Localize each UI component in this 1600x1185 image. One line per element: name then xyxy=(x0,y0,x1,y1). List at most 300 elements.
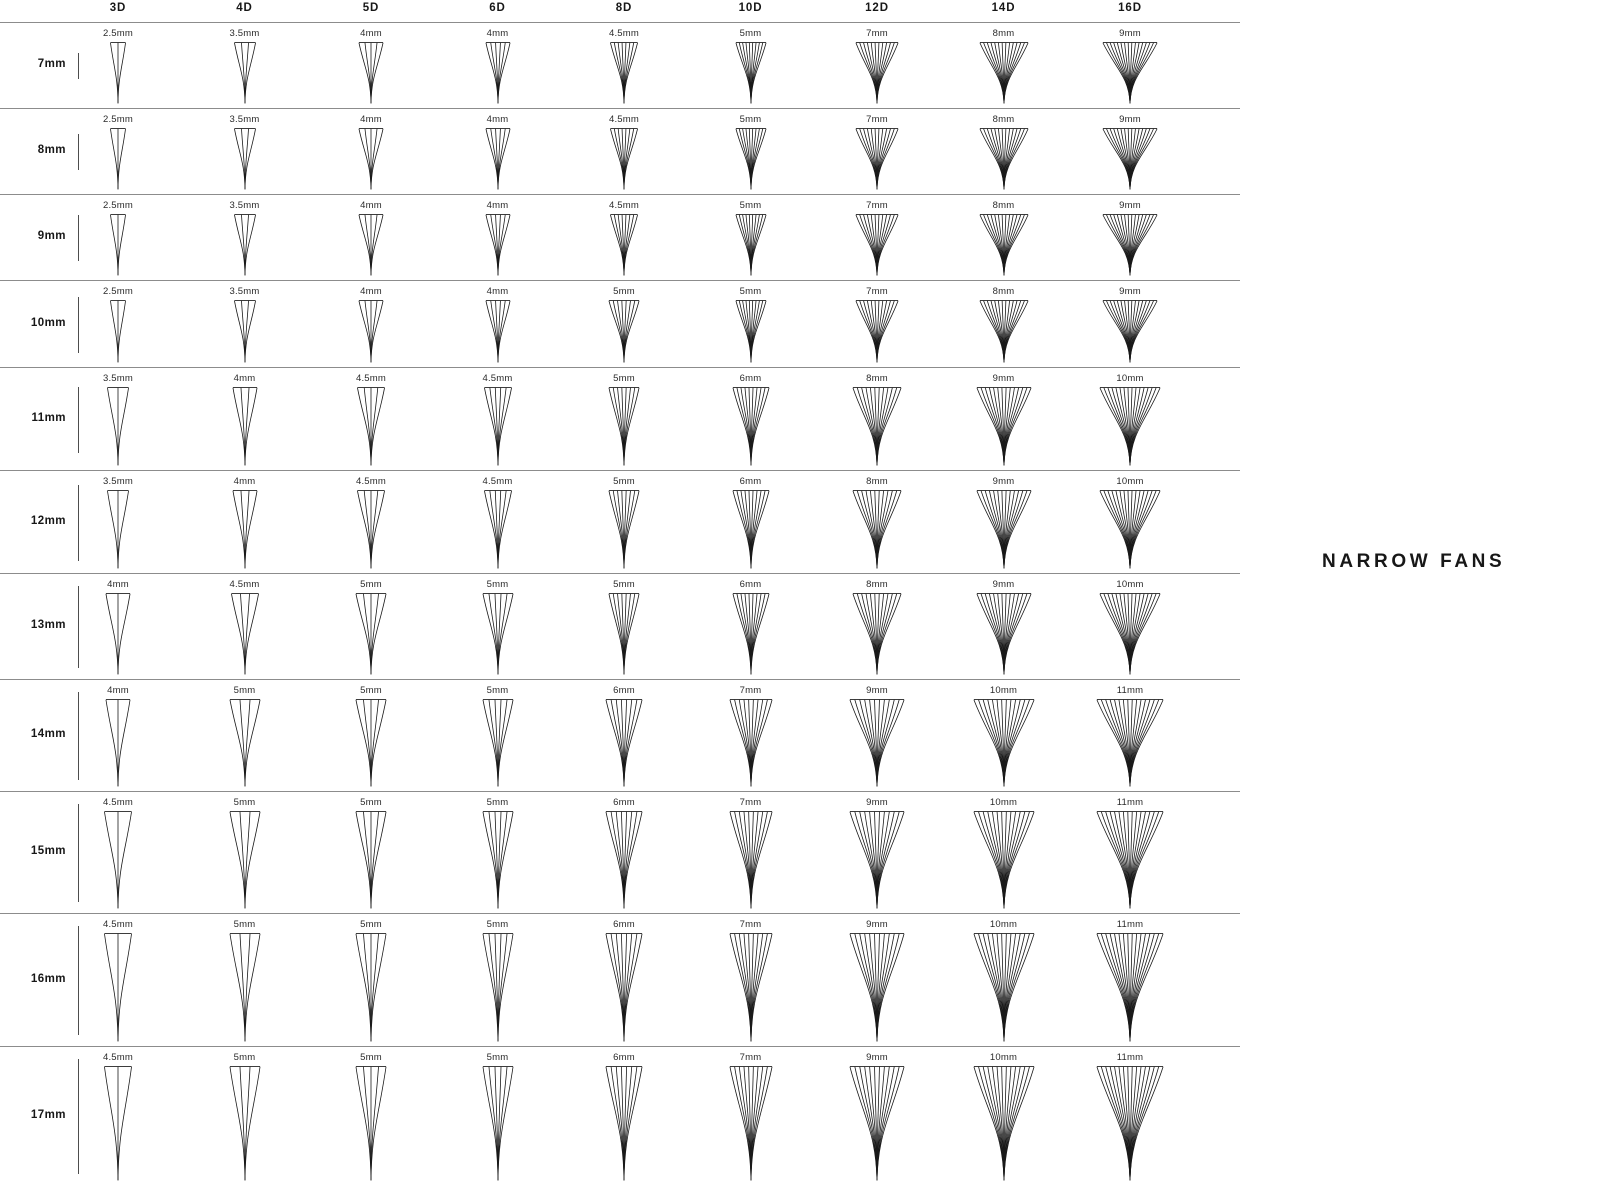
fan-diagram xyxy=(453,593,543,675)
fan-width-label: 8mm xyxy=(866,476,888,487)
fan-width-label: 6mm xyxy=(739,579,762,590)
fan-diagram xyxy=(579,933,669,1042)
column-header-4d: 4D xyxy=(236,2,253,14)
fan-cell xyxy=(832,23,922,108)
fan-diagram xyxy=(832,811,922,909)
table-row xyxy=(0,791,1240,913)
fan-cell xyxy=(579,1047,669,1185)
fan-diagram xyxy=(326,490,416,569)
fan-width-label: 6mm xyxy=(613,797,635,808)
fan-diagram xyxy=(706,300,796,363)
fan-cell xyxy=(832,574,922,679)
fan-cell xyxy=(706,471,796,573)
fan-width-label: 4.5mm xyxy=(103,1052,133,1063)
fan-cell xyxy=(832,471,922,573)
fan-diagram xyxy=(832,128,922,190)
fan-diagram xyxy=(200,300,290,363)
fan-cell xyxy=(579,368,669,470)
fan-width-label: 7mm xyxy=(866,286,888,297)
fan-diagram xyxy=(73,214,163,276)
fan-cell xyxy=(200,23,290,108)
table-row xyxy=(0,1046,1240,1185)
fan-width-label: 5mm xyxy=(613,579,635,590)
fan-diagram xyxy=(200,214,290,276)
row-label-8mm: 8mm xyxy=(37,144,66,156)
fan-width-label: 5mm xyxy=(233,919,256,930)
fan-width-label: 4.5mm xyxy=(356,476,386,487)
fan-width-label: 5mm xyxy=(486,919,509,930)
fan-diagram xyxy=(200,42,290,104)
fan-diagram xyxy=(200,1066,290,1181)
fan-cell xyxy=(200,109,290,194)
fan-diagram xyxy=(326,811,416,909)
fan-width-label: 5mm xyxy=(486,579,509,590)
fan-diagram xyxy=(579,593,669,675)
fan-cell xyxy=(832,109,922,194)
fan-width-label: 9mm xyxy=(1119,200,1141,211)
fan-diagram xyxy=(1085,300,1175,363)
row-label-15mm: 15mm xyxy=(30,845,66,857)
fan-diagram xyxy=(959,214,1049,276)
fan-width-label: 9mm xyxy=(866,919,888,930)
fan-cell xyxy=(326,368,416,470)
fan-cell xyxy=(1085,1047,1175,1185)
fan-width-label: 10mm xyxy=(1116,476,1144,487)
fan-diagram xyxy=(326,214,416,276)
fan-cell xyxy=(200,1047,290,1185)
fan-cell xyxy=(453,471,543,573)
fan-diagram xyxy=(832,933,922,1042)
fan-cell xyxy=(959,195,1049,280)
fan-cell xyxy=(959,281,1049,367)
fan-width-label: 4.5mm xyxy=(609,28,639,39)
fan-cell xyxy=(579,792,669,913)
fan-diagram xyxy=(579,1066,669,1181)
fan-cell xyxy=(1085,23,1175,108)
fan-width-label: 4.5mm xyxy=(482,476,513,487)
fan-diagram xyxy=(1085,699,1175,787)
row-label-11mm: 11mm xyxy=(31,411,66,424)
fan-cell xyxy=(1085,281,1175,367)
fan-width-label: 4mm xyxy=(360,28,382,39)
fan-cell xyxy=(326,281,416,367)
fan-cell xyxy=(453,195,543,280)
fan-diagram xyxy=(706,387,796,466)
column-header-16d: 16D xyxy=(1118,2,1142,14)
fan-cell xyxy=(73,109,163,194)
fan-width-label: 5mm xyxy=(613,286,635,297)
fan-diagram xyxy=(1085,933,1175,1042)
fan-cell xyxy=(706,23,796,108)
fan-diagram xyxy=(579,300,669,363)
fan-cell xyxy=(453,109,543,194)
fan-diagram xyxy=(1085,387,1175,466)
fan-width-label: 10mm xyxy=(1116,373,1144,384)
fan-diagram xyxy=(832,387,922,466)
fan-diagram xyxy=(706,811,796,909)
fan-cell xyxy=(959,368,1049,470)
fan-width-label: 5mm xyxy=(486,797,509,808)
fan-cell xyxy=(453,23,543,108)
fan-diagram xyxy=(832,593,922,675)
fan-diagram xyxy=(706,933,796,1042)
fan-diagram xyxy=(73,300,163,363)
fan-cell xyxy=(326,680,416,791)
fan-width-label: 5mm xyxy=(360,579,382,590)
row-label-16mm: 16mm xyxy=(30,972,66,985)
fan-width-label: 6mm xyxy=(613,1052,635,1063)
fan-width-label: 11mm xyxy=(1116,919,1144,930)
fan-width-label: 3.5mm xyxy=(229,200,260,211)
fan-diagram xyxy=(453,490,543,569)
fan-diagram xyxy=(832,1066,922,1181)
fan-width-label: 5mm xyxy=(739,200,762,211)
fan-width-label: 6mm xyxy=(613,919,635,930)
fan-diagram xyxy=(706,593,796,675)
fan-diagram xyxy=(453,387,543,466)
fan-width-label: 7mm xyxy=(866,200,888,211)
fan-cell xyxy=(832,914,922,1046)
fan-width-label: 3.5mm xyxy=(103,373,133,384)
fan-width-label: 5mm xyxy=(486,685,509,696)
fan-cell xyxy=(73,1047,163,1185)
fan-diagram xyxy=(453,699,543,787)
fan-diagram xyxy=(959,933,1049,1042)
fan-diagram xyxy=(200,490,290,569)
fan-diagram xyxy=(579,42,669,104)
fan-cell xyxy=(453,281,543,367)
fan-width-label: 3.5mm xyxy=(229,286,260,297)
fan-width-label: 9mm xyxy=(1119,28,1141,39)
fan-width-label: 5mm xyxy=(613,476,635,487)
fan-diagram xyxy=(579,128,669,190)
fan-diagram xyxy=(1085,811,1175,909)
fan-cell xyxy=(73,471,163,573)
fan-width-label: 9mm xyxy=(866,1052,888,1063)
fan-diagram xyxy=(1085,214,1175,276)
chart-rows xyxy=(0,22,1240,1185)
fan-cell xyxy=(959,471,1049,573)
fan-cell xyxy=(959,914,1049,1046)
fan-diagram xyxy=(73,811,163,909)
fan-width-label: 6mm xyxy=(739,476,762,487)
row-label-10mm: 10mm xyxy=(30,316,66,329)
fan-width-label: 10mm xyxy=(989,1052,1018,1063)
fan-diagram xyxy=(579,214,669,276)
fan-cell xyxy=(200,680,290,791)
fan-width-label: 7mm xyxy=(739,1052,762,1063)
fan-width-label: 2.5mm xyxy=(103,28,133,39)
fan-width-label: 4mm xyxy=(360,114,382,125)
fan-width-label: 5mm xyxy=(739,28,762,39)
fan-diagram xyxy=(959,699,1049,787)
fan-width-label: 5mm xyxy=(360,685,382,696)
fan-cell xyxy=(453,1047,543,1185)
fan-diagram xyxy=(326,593,416,675)
fan-diagram xyxy=(959,42,1049,104)
fan-width-label: 6mm xyxy=(613,685,635,696)
column-header-12d: 12D xyxy=(865,2,889,14)
fan-cell xyxy=(579,471,669,573)
table-row xyxy=(0,108,1240,194)
fan-cell xyxy=(326,1047,416,1185)
fan-width-label: 5mm xyxy=(233,1052,256,1063)
fan-diagram xyxy=(200,811,290,909)
row-label-17mm: 17mm xyxy=(30,1108,66,1121)
fan-cell xyxy=(706,914,796,1046)
fan-diagram xyxy=(326,300,416,363)
fan-diagram xyxy=(579,699,669,787)
fan-diagram xyxy=(959,128,1049,190)
row-label-7mm: 7mm xyxy=(37,58,66,70)
fan-cell xyxy=(1085,574,1175,679)
fan-diagram xyxy=(959,1066,1049,1181)
fan-diagram xyxy=(706,699,796,787)
column-header-3d: 3D xyxy=(109,2,127,14)
fan-width-label: 9mm xyxy=(992,476,1015,487)
fan-diagram xyxy=(832,699,922,787)
fan-diagram xyxy=(453,1066,543,1181)
fan-width-label: 2.5mm xyxy=(103,114,133,125)
fan-diagram xyxy=(579,811,669,909)
fan-cell xyxy=(1085,195,1175,280)
fan-cell xyxy=(73,195,163,280)
table-row xyxy=(0,679,1240,791)
fan-width-label: 7mm xyxy=(866,28,888,39)
fan-cell xyxy=(959,792,1049,913)
fan-width-label: 4mm xyxy=(360,200,382,211)
fan-width-label: 10mm xyxy=(989,685,1018,696)
fan-width-label: 4.5mm xyxy=(103,797,133,808)
fan-diagram xyxy=(200,128,290,190)
fan-diagram xyxy=(326,128,416,190)
fan-diagram xyxy=(73,699,163,787)
fan-diagram xyxy=(453,128,543,190)
fan-diagram xyxy=(200,593,290,675)
fan-diagram xyxy=(453,300,543,363)
fan-cell xyxy=(200,471,290,573)
fan-cell xyxy=(959,23,1049,108)
fan-cell xyxy=(706,109,796,194)
fan-cell xyxy=(706,1047,796,1185)
fan-width-label: 9mm xyxy=(992,579,1015,590)
fan-cell xyxy=(200,792,290,913)
fan-cell xyxy=(959,680,1049,791)
fan-cell xyxy=(1085,792,1175,913)
fan-diagram xyxy=(832,42,922,104)
fan-width-label: 4.5mm xyxy=(609,200,639,211)
fan-diagram xyxy=(706,1066,796,1181)
fan-width-label: 3.5mm xyxy=(229,114,260,125)
fan-cell xyxy=(200,195,290,280)
fan-width-label: 4.5mm xyxy=(482,373,513,384)
fan-diagram xyxy=(1085,1066,1175,1181)
fan-cell xyxy=(326,914,416,1046)
fan-cell xyxy=(959,1047,1049,1185)
fan-cell xyxy=(326,23,416,108)
fan-diagram xyxy=(832,490,922,569)
fan-width-label: 10mm xyxy=(989,797,1018,808)
fan-width-label: 8mm xyxy=(866,579,888,590)
fan-width-label: 4mm xyxy=(486,200,509,211)
fan-cell xyxy=(706,574,796,679)
fan-diagram xyxy=(1085,490,1175,569)
fan-diagram xyxy=(200,699,290,787)
fan-width-label: 7mm xyxy=(739,919,762,930)
fan-cell xyxy=(326,792,416,913)
fan-cell xyxy=(706,792,796,913)
fan-width-label: 5mm xyxy=(233,797,256,808)
fan-cell xyxy=(1085,368,1175,470)
fan-cell xyxy=(326,471,416,573)
fan-width-label: 9mm xyxy=(1119,286,1141,297)
fan-diagram xyxy=(832,300,922,363)
row-label-14mm: 14mm xyxy=(30,728,66,740)
fan-width-label: 4.5mm xyxy=(609,114,639,125)
fan-cell xyxy=(200,574,290,679)
fan-width-label: 8mm xyxy=(866,373,888,384)
fan-diagram xyxy=(453,42,543,104)
fan-cell xyxy=(832,1047,922,1185)
fan-cell xyxy=(73,368,163,470)
fan-width-label: 4.5mm xyxy=(103,919,133,930)
fan-diagram xyxy=(1085,42,1175,104)
fan-width-label: 5mm xyxy=(233,685,256,696)
fan-diagram xyxy=(706,42,796,104)
fan-diagram xyxy=(200,933,290,1042)
column-header-6d: 6D xyxy=(489,2,506,14)
column-header-row xyxy=(0,0,1240,22)
fan-cell xyxy=(579,109,669,194)
fan-diagram xyxy=(326,387,416,466)
fan-cell xyxy=(200,368,290,470)
fan-cell xyxy=(73,792,163,913)
fan-width-label: 9mm xyxy=(1119,114,1141,125)
fan-diagram xyxy=(1085,593,1175,675)
fan-diagram xyxy=(200,387,290,466)
fan-cell xyxy=(1085,914,1175,1046)
fan-cell xyxy=(579,281,669,367)
table-row xyxy=(0,470,1240,573)
fan-cell xyxy=(706,281,796,367)
fan-diagram xyxy=(326,1066,416,1181)
fan-cell xyxy=(832,368,922,470)
fan-width-label: 4mm xyxy=(360,286,382,297)
fan-cell xyxy=(706,680,796,791)
table-row xyxy=(0,573,1240,679)
fan-diagram xyxy=(959,811,1049,909)
fan-cell xyxy=(73,23,163,108)
fan-cell xyxy=(453,792,543,913)
fan-cell xyxy=(706,368,796,470)
row-label-13mm: 13mm xyxy=(30,619,66,631)
column-header-14d: 14D xyxy=(991,2,1016,14)
fan-diagram xyxy=(706,490,796,569)
fan-width-label: 4mm xyxy=(107,685,129,696)
fan-width-label: 8mm xyxy=(992,114,1015,125)
fan-diagram xyxy=(959,300,1049,363)
fan-width-label: 11mm xyxy=(1116,1052,1144,1063)
fan-cell xyxy=(453,680,543,791)
fan-width-label: 9mm xyxy=(866,797,888,808)
fan-width-label: 5mm xyxy=(739,286,762,297)
fan-width-label: 5mm xyxy=(613,373,635,384)
fan-diagram xyxy=(326,42,416,104)
fan-width-label: 4mm xyxy=(486,286,509,297)
fan-diagram xyxy=(706,128,796,190)
fan-cell xyxy=(832,195,922,280)
fan-diagram xyxy=(832,214,922,276)
fan-cell xyxy=(73,281,163,367)
fan-width-label: 2.5mm xyxy=(103,286,133,297)
fan-width-label: 7mm xyxy=(739,797,762,808)
fan-cell xyxy=(832,680,922,791)
row-label-9mm: 9mm xyxy=(37,230,66,242)
fan-cell xyxy=(579,680,669,791)
fan-width-label: 9mm xyxy=(866,685,888,696)
fan-diagram xyxy=(326,933,416,1042)
fan-cell xyxy=(579,914,669,1046)
fan-width-label: 10mm xyxy=(989,919,1018,930)
fan-cell xyxy=(200,281,290,367)
column-header-8d: 8D xyxy=(615,2,633,14)
fan-cell xyxy=(326,195,416,280)
fan-diagram xyxy=(959,490,1049,569)
fan-width-label: 10mm xyxy=(1116,579,1144,590)
fan-cell xyxy=(959,574,1049,679)
fan-diagram xyxy=(73,128,163,190)
fan-diagram xyxy=(706,214,796,276)
fan-cell xyxy=(326,574,416,679)
table-row xyxy=(0,913,1240,1046)
fan-diagram xyxy=(453,811,543,909)
fan-cell xyxy=(1085,109,1175,194)
fan-width-label: 8mm xyxy=(992,286,1015,297)
fan-cell xyxy=(326,109,416,194)
fan-width-label: 8mm xyxy=(992,28,1015,39)
fan-width-label: 8mm xyxy=(992,200,1015,211)
fan-cell xyxy=(579,195,669,280)
fan-cell xyxy=(1085,680,1175,791)
fan-width-label: 5mm xyxy=(360,797,382,808)
fan-cell xyxy=(1085,471,1175,573)
fan-cell xyxy=(73,680,163,791)
fan-width-label: 11mm xyxy=(1116,797,1144,808)
fan-width-label: 4mm xyxy=(486,114,509,125)
fan-width-label: 4mm xyxy=(107,579,129,590)
fan-width-label: 3.5mm xyxy=(229,28,260,39)
fan-width-label: 11mm xyxy=(1116,685,1144,696)
fan-diagram xyxy=(73,933,163,1042)
fan-cell xyxy=(200,914,290,1046)
row-label-12mm: 12mm xyxy=(30,514,66,527)
page-title: NARROW FANS xyxy=(1322,551,1506,572)
fan-width-label: 4.5mm xyxy=(356,373,386,384)
fan-diagram xyxy=(1085,128,1175,190)
fan-width-label: 5mm xyxy=(739,114,762,125)
table-row xyxy=(0,22,1240,108)
fan-width-label: 4mm xyxy=(233,373,256,384)
fan-cell xyxy=(453,914,543,1046)
fan-diagram xyxy=(73,490,163,569)
fan-cell xyxy=(73,574,163,679)
fan-width-label: 5mm xyxy=(360,919,382,930)
fan-width-label: 7mm xyxy=(739,685,762,696)
table-row xyxy=(0,367,1240,470)
column-header-5d: 5D xyxy=(362,2,380,14)
fan-width-label: 9mm xyxy=(992,373,1015,384)
column-header-10d: 10D xyxy=(738,2,763,14)
